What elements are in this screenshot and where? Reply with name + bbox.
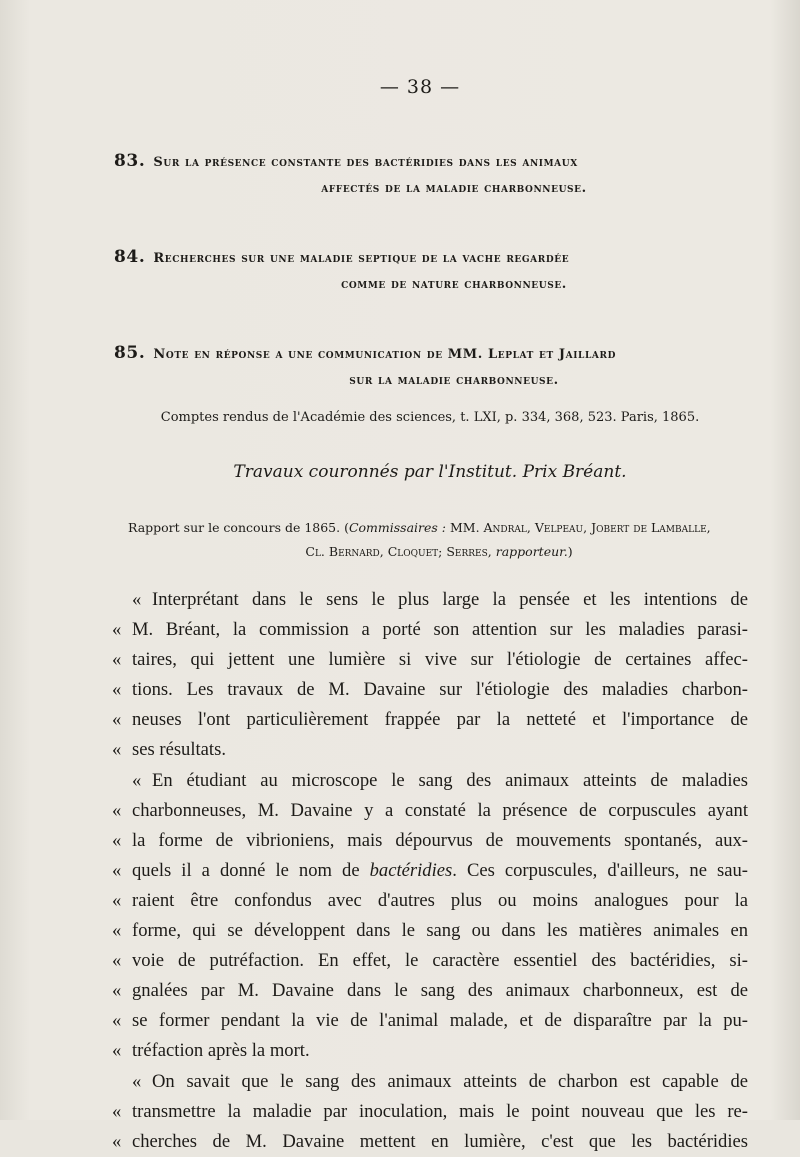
body-line-text: gnalées par M. Davaine dans le sang des animaux charbonneux, est de (132, 980, 748, 1002)
quote-mark: « (112, 619, 122, 641)
quote-mark: « (132, 589, 142, 610)
body-line (112, 766, 748, 796)
quote-mark: « (112, 950, 122, 972)
body-line (112, 735, 748, 765)
body-line (112, 856, 748, 886)
body-line (112, 1097, 748, 1127)
entry-number: 84. (114, 247, 146, 267)
rapport (128, 516, 730, 564)
body-line-text: . Ces corpuscules, d'ailleurs, ne sau- (452, 859, 748, 881)
entry-84 (114, 244, 734, 298)
body-line-text: ses résultats. (132, 739, 226, 761)
body-line-text: neuses l'ont particulièrement frappée par la netteté et l'importance de (132, 709, 748, 731)
quote-mark: « (132, 1070, 142, 1092)
body-line (112, 645, 748, 675)
quote-mark: « (112, 1010, 122, 1032)
rapport-names-1: MM. Andral, Velpeau, Jobert de Lamballe, (446, 520, 711, 535)
body-line-text: taires, qui jettent une lumière si vive sur l'étiologie de certaines affec- (132, 649, 748, 671)
quote-mark: « (112, 980, 122, 1002)
quote-mark: « (112, 679, 122, 701)
quote-mark: « (112, 1040, 122, 1062)
quote-mark: « (112, 920, 122, 942)
body-line-text: transmettre la maladie par inoculation, mais le point nouveau que les re- (132, 1100, 748, 1122)
body-line-text: charbonneuses, M. Davaine y a constaté la présence de corpuscules ayant (132, 799, 748, 821)
quote-mark: « (132, 769, 142, 791)
body-line-text: tréfaction après la mort. (132, 1040, 310, 1062)
entry-title-line1: Recherches sur une maladie septique de la vache regardée (153, 251, 570, 266)
body-line (112, 1036, 748, 1066)
body-line (112, 976, 748, 1006)
quote-mark: « (112, 829, 122, 851)
body-line-text: forme, qui se développent dans le sang ou dans les matières animales en (132, 920, 748, 942)
entry-number: 83. (114, 151, 146, 171)
body-line-italic: bactéridies (369, 859, 453, 881)
citation: Comptes rendus de l'Académie des sciences, t. LXI, p. 334, 368, 523. Paris, 1865. (160, 410, 700, 425)
entry-title-line1: Note en réponse a une communication de MM. Leplat et Jaillard (153, 347, 616, 362)
body-line (112, 1067, 748, 1097)
body-line (112, 705, 748, 735)
body-text (112, 585, 748, 1157)
body-line-text: M. Bréant, la commission a porté son attention sur les maladies parasi- (132, 619, 748, 641)
rapport-close: ) (567, 544, 573, 559)
body-line-text: On savait que le sang des animaux atteints de charbon est capable de (152, 1070, 748, 1092)
quote-mark: « (112, 859, 122, 881)
page-number: — 38 — (379, 76, 461, 98)
body-line-text: quels il a donné le nom de (132, 859, 370, 881)
body-line-text: En étudiant au microscope le sang des animaux atteints de maladies (152, 769, 748, 791)
body-line-text: la forme de vibrioniens, mais dépourvus de mouvements spontanés, aux- (132, 829, 748, 851)
body-line-text: cherches de M. Davaine mettent en lumière, c'est que les bactéridies (132, 1130, 748, 1152)
body-line (112, 886, 748, 916)
body-line-text: raient être confondus avec d'autres plus ou moins analogues pour la (132, 889, 748, 911)
body-line-text: tions. Les travaux de M. Davaine sur l'étiologie des maladies charbon- (132, 679, 748, 701)
entry-number: 85. (114, 343, 146, 363)
entry-85 (114, 340, 734, 394)
body-line (112, 946, 748, 976)
entry-title-line1: Sur la présence constante des bactéridies dans les animaux (153, 155, 578, 170)
quote-mark: « (112, 649, 122, 671)
rapport-role: rapporteur. (491, 544, 568, 559)
body-line-text: voie de putréfaction. En effet, le caractère essentiel des bactéridies, si- (132, 950, 748, 972)
body-line (112, 675, 748, 705)
body-line (112, 615, 748, 645)
quote-mark: « (112, 799, 122, 821)
body-line (112, 1006, 748, 1036)
quote-mark: « (112, 889, 122, 911)
rapport-commissaires: Commissaires : (348, 520, 447, 535)
quote-mark: « (112, 1130, 122, 1152)
entry-83 (114, 148, 734, 202)
body-line-text: Interprétant dans le sens le plus large la pensée et les intentions de (152, 589, 748, 610)
body-line-text: se former pendant la vie de l'animal malade, et de disparaître par la pu- (132, 1010, 748, 1032)
quote-mark: « (112, 709, 122, 731)
rapport-prefix: Rapport sur le concours de 1865. ( (128, 520, 349, 535)
quote-mark: « (112, 1100, 122, 1122)
entry-title-line2: comme de nature charbonneuse. (341, 277, 567, 292)
rapport-names-2: Cl. Bernard, Cloquet; Serres, (305, 544, 492, 559)
entry-title-line2: sur la maladie charbonneuse. (349, 373, 559, 388)
quote-mark: « (112, 739, 122, 761)
body-line (112, 1127, 748, 1157)
body-line (112, 796, 748, 826)
body-line (112, 916, 748, 946)
body-line (112, 826, 748, 856)
prize-heading: Travaux couronnés par l'Institut. Prix Bréant. (233, 462, 627, 482)
body-line (112, 585, 748, 615)
entry-title-line2: affectés de la maladie charbonneuse. (321, 181, 587, 196)
